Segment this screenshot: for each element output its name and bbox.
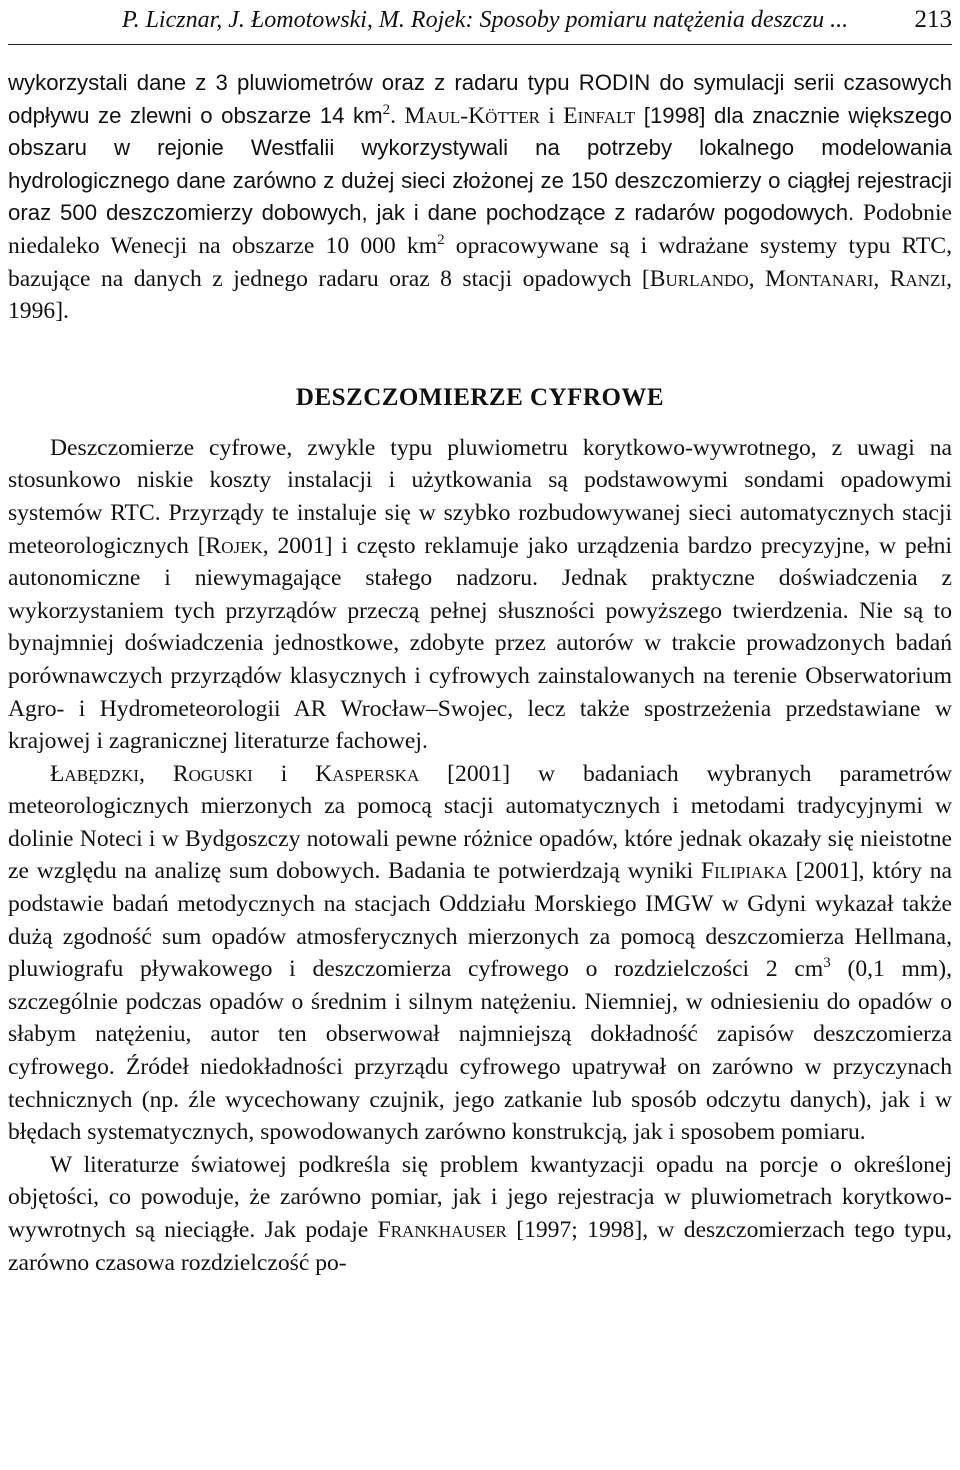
running-header — [8, 0, 952, 45]
author-name: Ranzi — [889, 265, 947, 292]
text-run: , — [873, 265, 890, 292]
text-run: [2001] w badaniach wybranych parametrów meteorologicznych mierzonych za pomocą stacji automatycznych i metodami tradycyjnymi w dolinie Noteci i w Bydgoszczy notowali pewne różnice opadów, które jednak okazały się nieistotne ze względu na analizę sum dobowych. Badania te potwierdzają wyniki — [8, 760, 952, 885]
document-page — [8, 0, 952, 1279]
text-run: , 1996]. — [8, 265, 953, 325]
text-run: wykorzystali dane z 3 pluwiometrów oraz z radaru typu RODIN do symulacji serii czasowych odpływu ze zlewni o obszarze 14 km — [8, 70, 952, 128]
text-run: [1998] dla znacznie większego obszaru w rejonie Westfalii wykorzystywali na potrzeby lokalnego modelowania hydrologicznego dane zarówno z dużej sieci złożonej ze 150 deszczomierzy o ciągłej rejestracji oraz 500 deszczomierzy dobowych, jak i dane pochodzące z radarów pogodowych. — [8, 102, 952, 226]
superscript: 2 — [382, 101, 391, 118]
text-run: , — [139, 760, 173, 787]
body-text — [8, 67, 952, 1279]
text-run: (0,1 mm), szczególnie podczas opadów o średnim i silnym natężeniu. Niemniej, w odniesieniu do opadów o słabym natężeniu, autor ten obserwował najmniejszą dokładność zapisów deszczomierza cyfrowego. Źródeł niedokładności przyrządu cyfrowego upatrywał on zarówno w przyczynach technicznych (np. źle wycechowany czujnik, jego zatkanie lub sposób odczytu danych), jak i w błędach systematycznych, spowodowanych zarówno konstrukcją, jak i sposobem pomiaru. — [8, 956, 953, 1146]
text-run: i — [252, 760, 316, 787]
author-name: Łabędzki — [50, 760, 140, 787]
text-run: i — [539, 102, 564, 129]
text-run: [2001], który na podstawie badań metodycznych na stacjach Oddziału Morskiego IMGW w Gdyni wykazał także dużą zgodność sum opadów atmosferycznych mierzonych za pomocą deszczomierza Hellmana, pluwiografu pływakowego i deszczomierza cyfrowego o rozdzielczości 2 cm — [8, 858, 952, 983]
author-name: Kasperska — [315, 760, 420, 787]
text-run: Podobnie niedaleko Wenecji na obszarze 10 000 km — [8, 200, 952, 259]
paragraph-1 — [8, 67, 952, 328]
author-name: Burlando — [649, 265, 749, 292]
section-heading: DESZCZOMIERZE CYFROWE — [295, 383, 665, 411]
author-name: Roguski — [172, 760, 253, 787]
text-run: W literaturze światowej podkreśla się problem kwantyzacji opadu na porcje o określonej objętości, co powoduje, że zarówno pomiar, jak i jego rejestracja w pluwiometrach korytkowo-wywrotnych są nieciągłe. Jak podaje — [8, 1151, 952, 1243]
text-run: . — [390, 102, 405, 129]
superscript: 3 — [823, 955, 831, 972]
running-title: P. Licznar, J. Łomotowski, M. Rojek: Sposoby pomiaru natężenia deszczu ... — [122, 7, 849, 33]
text-run: Deszczomierze cyfrowe, zwykle typu pluwiometru korytkowo-wywrotnego, z uwagi na stosunkowo niskie koszty instalacji i użytkowania są podstawowymi sondami opadowymi systemów RTC. Przyrządy te instaluje się w szybko rozbudowywanej sieci automatycznych stacji meteorologicznych [ — [8, 434, 952, 559]
text-run: opracowywane są i wdrażane systemy typu RTC, bazujące na danych z jednego radaru oraz 8 stacji opadowych [ — [8, 232, 952, 292]
author-name: Montanari — [765, 265, 874, 292]
paragraph-4 — [8, 1149, 952, 1279]
author-name: Filipiaka — [700, 858, 788, 885]
paragraph-3 — [8, 758, 952, 1149]
text-run: , 2001] i często reklamuje jako urządzenia bardzo precyzyjne, w pełni autonomiczne i niewymagające stałego nadzoru. Jednak praktyczne doświadczenia z wykorzystaniem tych przyrządów przeczą pełnej słuszności powyższego twierdzenia. Nie są to bynajmniej doświadczenia jednostkowe, zdobyte przez autorów w trakcie prowadzonych badań porównawczych przyrządów klasycznych i cyfrowych zainstalowanych na terenie Obserwatorium Agro- i Hydrometeorologii AR Wrocław–Swojec, lecz także spostrzeżenia przedstawiane w krajowej i zagranicznej literaturze fachowej. — [8, 532, 952, 755]
page-number: 213 — [914, 6, 952, 33]
superscript: 2 — [437, 231, 445, 248]
author-name: Rojek — [205, 532, 263, 559]
author-name: Frankhauser — [377, 1217, 507, 1243]
text-run: , — [748, 265, 765, 292]
paragraph-2 — [8, 432, 952, 758]
author-name: Einfalt — [563, 102, 636, 129]
author-name: Maul-Kötter — [404, 102, 540, 129]
text-run: [1997; 1998], w deszczomierzach tego typu, zarówno czasowa rozdzielczość po- — [8, 1217, 952, 1276]
